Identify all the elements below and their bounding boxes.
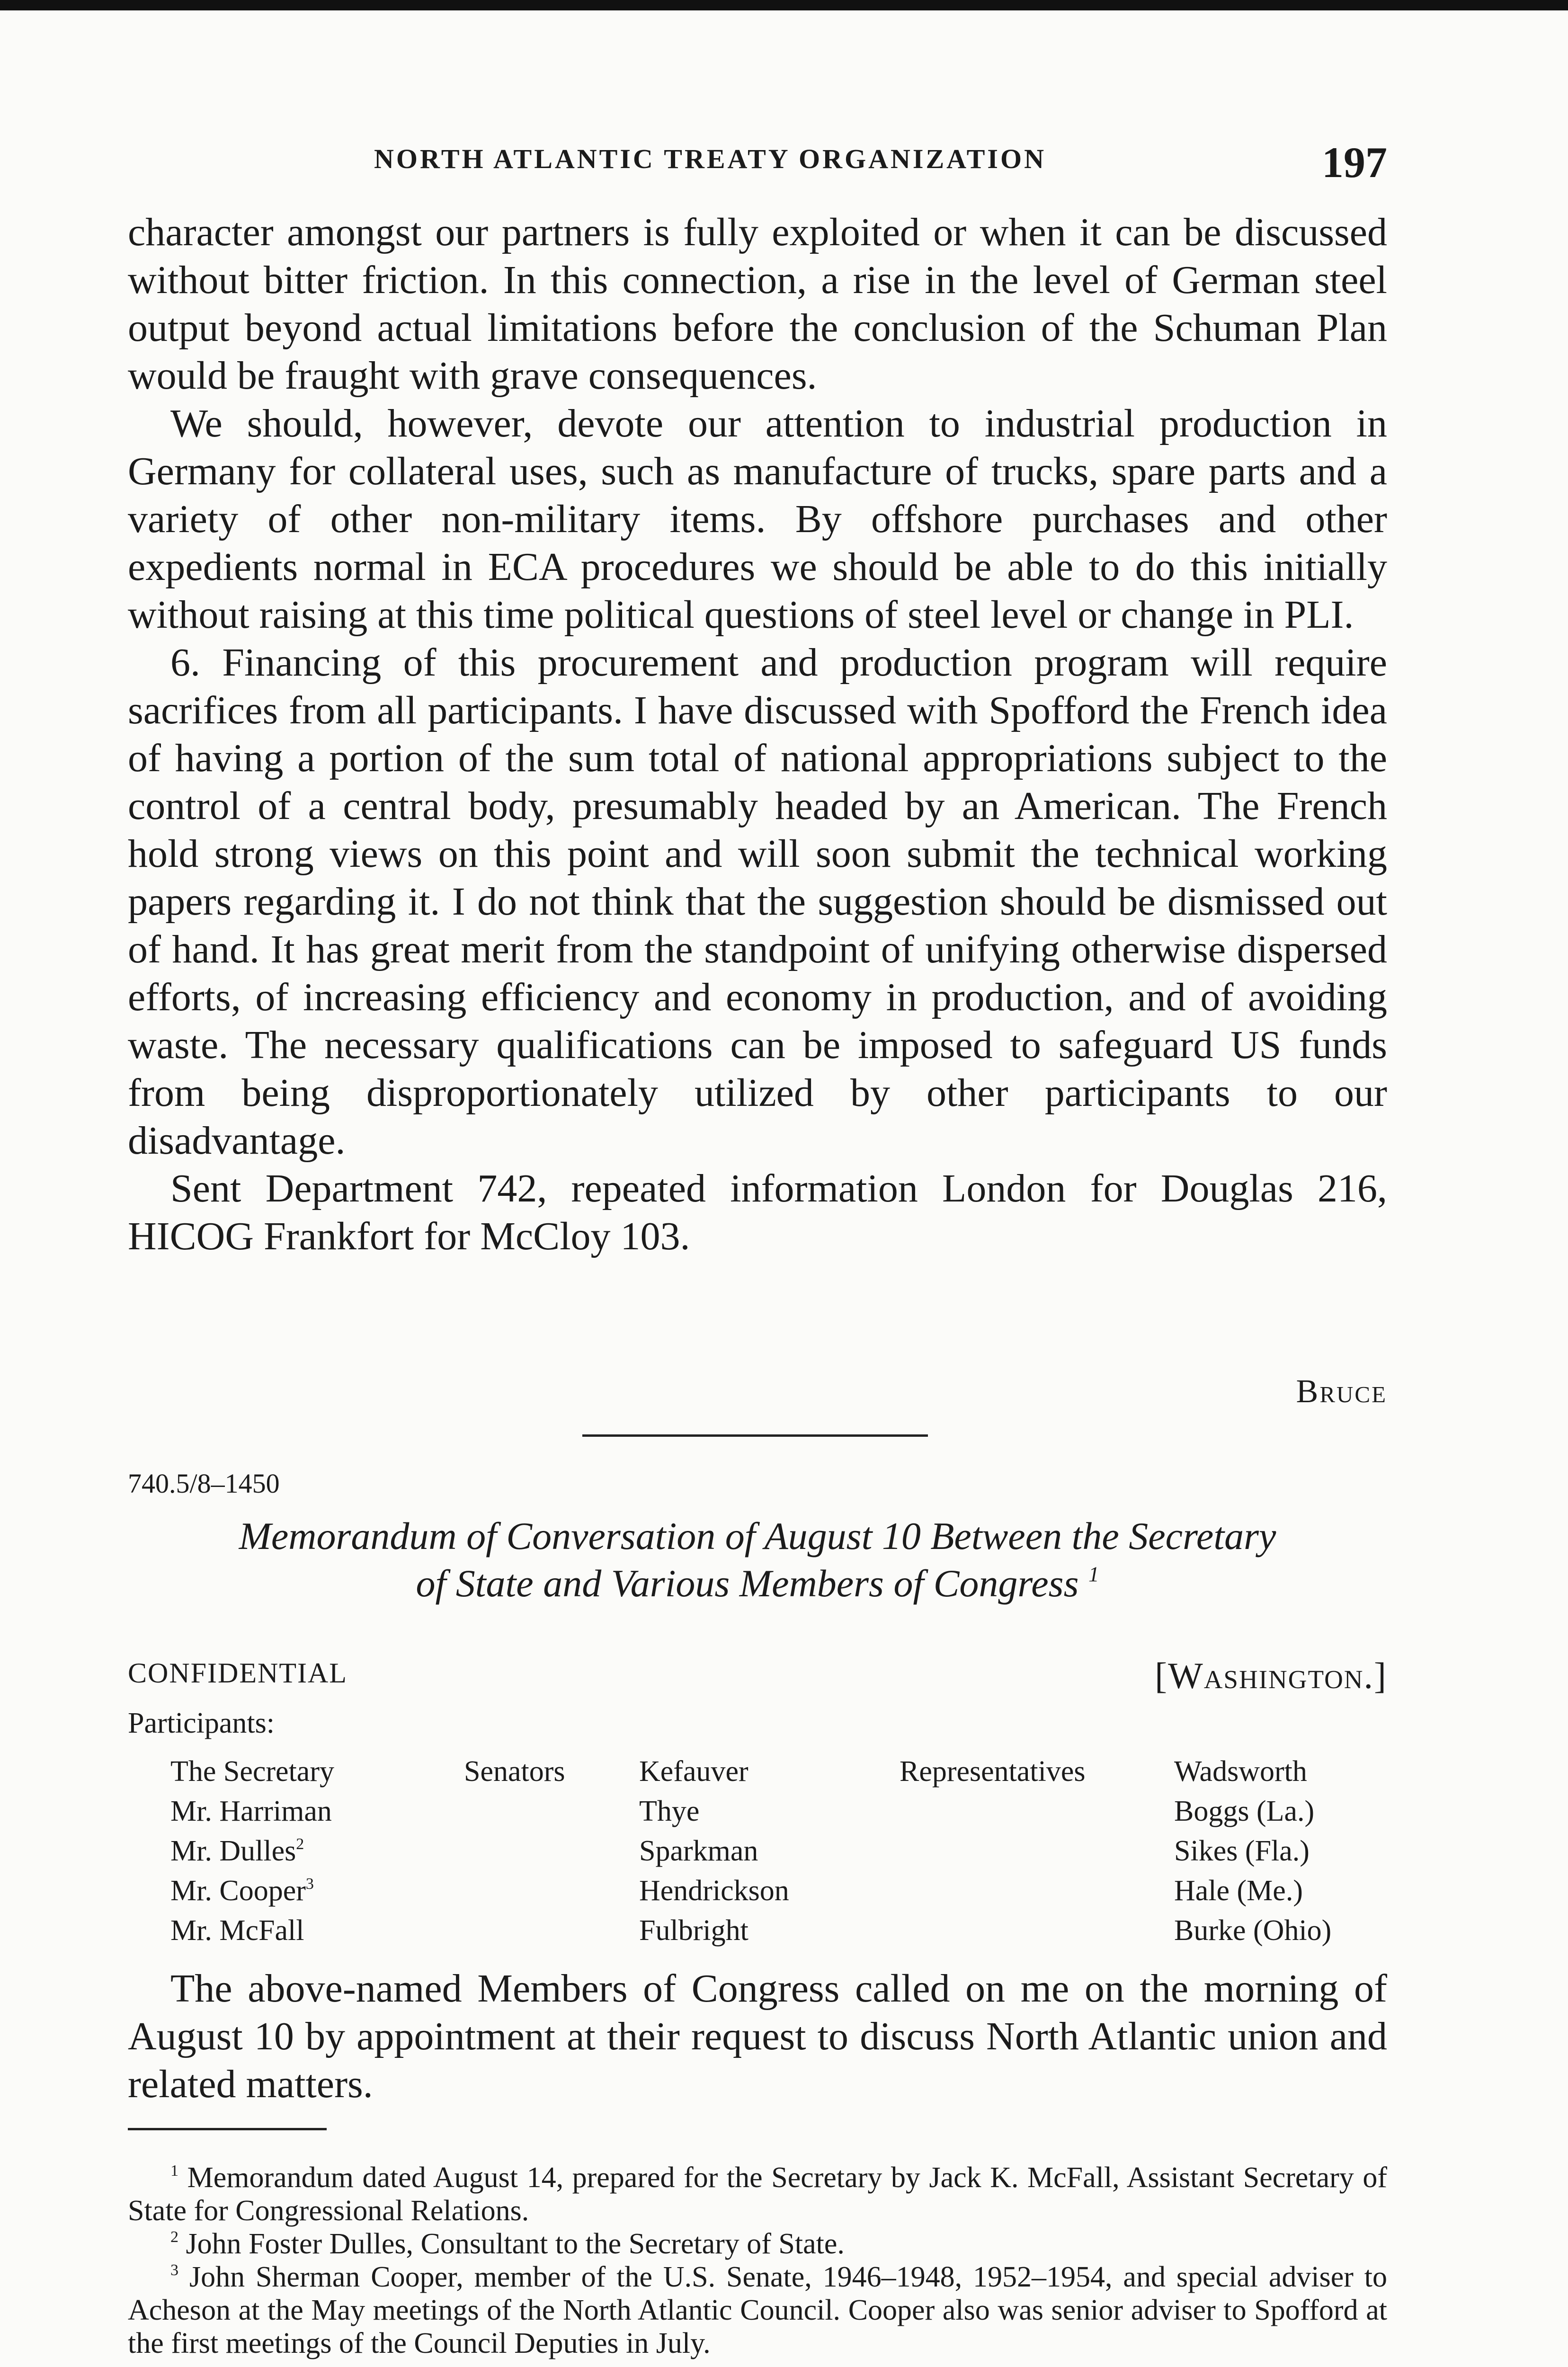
state-participant: The Secretary [170,1755,334,1788]
section-divider [582,1434,928,1437]
memo-title-line-2-text: of State and Various Members of Congress [416,1562,1079,1605]
representatives-label: Representatives [900,1755,1086,1788]
representative: Boggs (La.) [1174,1795,1315,1827]
paragraph-2: We should, however, devote our attention to industrial production in Germany for collateral uses, such as manufacture of trucks, spare parts and a variety of other non-military items. By offshore purchases and other expedients normal in ECA procedures we should be able to do this initially without raising at this time political questions of steel level or change in PLI. [128,401,1387,637]
senator: Kefauver [639,1755,748,1788]
running-head-title: NORTH ATLANTIC TREATY ORGANIZATION [374,143,1047,174]
senators-label: Senators [464,1755,565,1788]
footnote-ref-1: 1 [1088,1562,1099,1586]
place: [Washington.] [1155,1655,1387,1696]
state-participants-column [170,1752,334,1950]
senator: Sparkman [639,1835,758,1867]
footnote-1: $^1$ Memorandum dated August 14, prepared for the Secretary by Jack K. McFall, Assistant Secretary of State for Congressional Relations. [128,2162,1387,2227]
memo-title-line-1: Memorandum of Conversation of August 10 Between the Secretary [239,1514,1276,1557]
senators-column [639,1752,789,1950]
state-participant: Mr. McFall [170,1914,304,1947]
state-participant: Mr. Cooper$^3$ [170,1875,314,1907]
footnote-3: $^3$ John Sherman Cooper, member of the U.S. Senate, 1946–1948, 1952–1954, and special adviser to Acheson at the May meetings of the North Atlantic Council. Cooper also was senior adviser to Spofford at the first meetings of the Council Deputies in July. [128,2261,1388,2359]
state-participant: Mr. Dulles$^2$ [170,1835,304,1867]
signature: Bruce [1296,1373,1387,1410]
participants-table [170,1752,1387,1950]
memo-title-line-2 [128,1560,1387,1607]
scan-top-edge [0,0,1568,10]
footnote-rule [128,2128,327,2130]
representative: Hale (Me.) [1174,1875,1303,1907]
telegram-body [128,208,1387,1260]
paragraph-4: Sent Department 742, repeated information London for Douglas 216, HICOG Frankfort for McCloy 103. [128,1166,1387,1258]
participants-label: Participants: [128,1707,275,1739]
representative: Wadsworth [1174,1755,1307,1788]
footnote-2: $^2$ John Foster Dulles, Consultant to the Secretary of State. [170,2228,845,2260]
senator: Thye [639,1795,700,1827]
classification: CONFIDENTIAL [128,1657,347,1689]
senator: Hendrickson [639,1875,789,1907]
representative: Burke (Ohio) [1174,1914,1332,1947]
footnotes [128,2161,1387,2360]
file-number: 740.5/8–1450 [128,1468,280,1499]
memo-title [128,1513,1387,1607]
senator: Fulbright [639,1914,748,1947]
page-number: 197 [1322,138,1387,187]
memo-paragraph-1: The above-named Members of Congress called on me on the morning of August 10 by appointment at their request to discuss North Atlantic union and related matters. [128,1967,1387,2106]
state-participant: Mr. Harriman [170,1795,332,1827]
paragraph-1: character amongst our partners is fully exploited or when it can be discussed without bitter friction. In this connection, a rise in the level of German steel output beyond actual limitations before the conclusion of the Schuman Plan would be fraught with grave consequences. [128,210,1387,398]
memo-body [128,1965,1387,2108]
paragraph-3: 6. Financing of this procurement and production program will require sacrifices from all participants. I have discussed with Spofford the French idea of having a portion of the sum total of national appropriations subject to the control of a central body, presumably headed by an American. The French hold strong views on this point and will soon submit the technical working papers regarding it. I do not think that the suggestion should be dismissed out of hand. It has great merit from the standpoint of unifying otherwise dispersed efforts, of increasing efficiency and economy in production, and of avoiding waste. The necessary qualifications can be imposed to safeguard US funds from being disproportionately utilized by other participants to our disadvantage. [128,641,1387,1163]
representative: Sikes (Fla.) [1174,1835,1310,1867]
representatives-column [1174,1752,1331,1950]
running-head [128,137,1387,189]
